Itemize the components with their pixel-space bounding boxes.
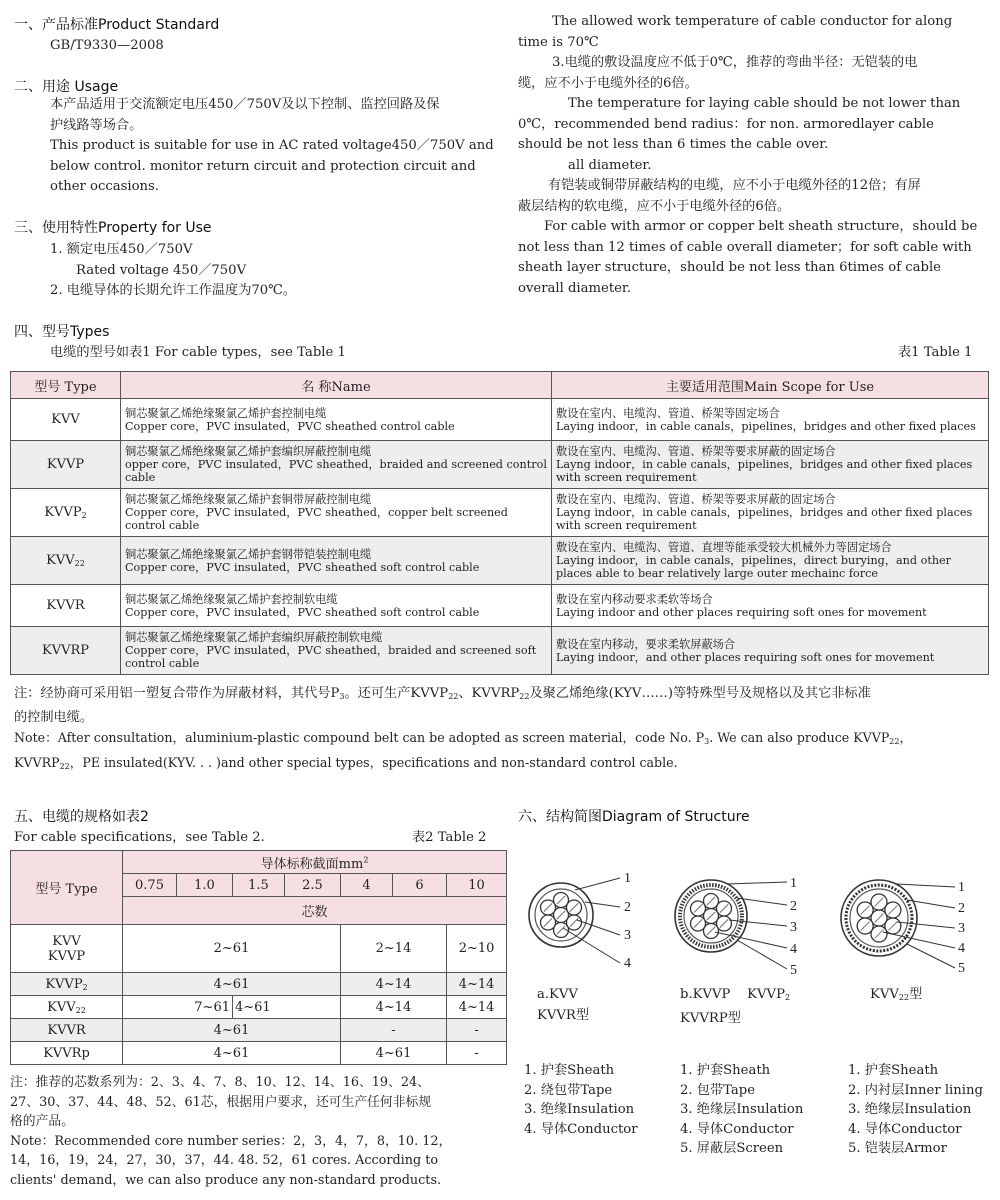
legend-item: 1. 护套Sheath xyxy=(680,1063,771,1078)
name-cn: 铜芯聚氯乙烯绝缘聚氯乙烯护套编织屏蔽控制电缆 xyxy=(125,445,372,458)
type-cell: KVVP xyxy=(44,505,82,520)
usage-text xyxy=(50,95,500,198)
scope-cn: 敷设在室内、电缆沟、管道、桥架等要求屏蔽的固定场合 xyxy=(556,445,836,458)
cores-cell: 4~61 xyxy=(341,1042,447,1065)
usage-en-line: other occasions. xyxy=(50,179,159,194)
property-item-en: Rated voltage 450／750V xyxy=(76,262,247,278)
legend-item: 4. 导体Conductor xyxy=(524,1121,638,1137)
table2-tag: 表2 Table 2 xyxy=(412,830,487,845)
usage-cn-line: 本产品适用于交流额定电压450／750V及以下控制、监控回路及保 xyxy=(50,97,440,112)
num-label: 2 xyxy=(624,900,631,915)
num-label: 4 xyxy=(624,956,631,971)
num-label: 3 xyxy=(790,920,797,935)
type-cell: KVVR xyxy=(11,1019,123,1042)
name-en: Copper core，PVC insulated，PVC sheathed soft control cable xyxy=(125,605,480,619)
type-cell: KVVRp xyxy=(11,1042,123,1065)
type-cell: KVVP xyxy=(47,948,86,964)
legend-item: 3. 绝缘层Insulation xyxy=(848,1102,972,1117)
caption-line: KVV xyxy=(870,987,899,1002)
num-label: 3 xyxy=(624,928,631,943)
scope-cn: 敷设在室内、电缆沟、管道、桥架等固定场合 xyxy=(556,406,780,420)
note-sub: 3 xyxy=(704,737,710,746)
legend-item: 5. 铠装层Armor xyxy=(848,1141,947,1156)
caption-line: 型 xyxy=(909,987,923,1002)
cores-cell: 4~61 xyxy=(123,973,341,996)
name-en: Copper core，PVC insulated，PVC sheathed，braided and screened soft control cable xyxy=(125,644,537,670)
scope-en: Layng indoor，in cable canals，pipelines，bridges and other fixed places with screen requirement xyxy=(556,506,973,532)
types-table xyxy=(10,371,989,675)
legend-item: 2. 内衬层Inner lining xyxy=(848,1082,983,1098)
header-cores: 芯数 xyxy=(123,897,507,925)
name-en: Copper core，PVC insulated，PVC sheathed soft control cable xyxy=(125,560,480,574)
leader-line xyxy=(737,940,787,969)
header-type: 型号 Type xyxy=(11,851,123,925)
type-cell: KVV xyxy=(47,999,76,1015)
header-type: 型号 Type xyxy=(11,372,121,399)
caption-sub: 2 xyxy=(784,993,791,1002)
type-cell: KVV xyxy=(51,412,80,427)
usage-cn-line: 护线路等场合。 xyxy=(50,117,143,133)
laying-en: 0℃，recommended bend radius：for non. armoredlayer cable xyxy=(518,116,934,132)
usage-en-line: below control. monitor return circuit and protection circuit and xyxy=(50,158,476,174)
header-scope: 主要适用范围Main Scope for Use xyxy=(552,372,989,399)
caption-b xyxy=(680,985,790,1029)
note-text: 。还可生产KVVP xyxy=(344,686,449,701)
note-sub: 22 xyxy=(59,761,70,771)
note-sub: 22 xyxy=(519,692,530,701)
scope-cn: 敷设在室内、电缆沟、管道、直埋等能承受较大机械外力等固定场合 xyxy=(556,541,892,554)
num-label: 3 xyxy=(958,921,965,936)
num-label: 5 xyxy=(790,963,797,978)
cores-cell: - xyxy=(341,1019,447,1042)
caption-sub: 22 xyxy=(898,993,910,1002)
leader-line xyxy=(575,878,620,890)
caption-line: KVVR型 xyxy=(537,1007,590,1023)
num-label: 4 xyxy=(790,942,797,957)
num-label: 1 xyxy=(790,876,797,891)
specs-table xyxy=(10,850,507,1065)
size-cell: 2.5 xyxy=(285,874,341,897)
name-en: Copper core，PVC insulated，PVC sheathed，copper belt screened control cable xyxy=(125,506,508,532)
cores-cell: 7~61 xyxy=(123,996,233,1019)
legend-item: 2. 包带Tape xyxy=(680,1082,756,1098)
section-2-title: 二、用途 Usage xyxy=(14,79,119,95)
laying-en: all diameter. xyxy=(568,157,652,173)
type-cell: KVV xyxy=(52,933,81,949)
num-label: 2 xyxy=(790,899,797,914)
diagram-b xyxy=(675,876,797,978)
leader-line xyxy=(907,944,955,968)
size-cell: 1.0 xyxy=(177,874,233,897)
laying-en: The temperature for laying cable should be not lower than xyxy=(568,96,961,111)
name-cn: 铜芯聚氯乙烯绝缘聚氯乙烯护套钢带铠装控制电缆 xyxy=(125,547,372,561)
note-sub: 3 xyxy=(339,692,345,701)
note-text: 的控制电缆。 xyxy=(14,709,94,725)
caption-line: b.KVVP KVVP xyxy=(680,987,785,1002)
legend-item: 3. 绝缘Insulation xyxy=(524,1102,635,1117)
armor-cn: 有铠装或铜带屏蔽结构的电缆，应不小于电缆外径的12倍；有屏 xyxy=(548,178,921,193)
type-subscript: 2 xyxy=(82,982,88,992)
laying-en: should be not less than 6 times the cable over. xyxy=(518,137,829,152)
legend-c xyxy=(848,1061,983,1159)
header-area: 导体标称截面mm xyxy=(260,856,364,872)
specs-intro: For cable specifications，see Table 2. xyxy=(14,830,265,845)
armor-en: sheath layer structure，should be not less than 6times of cable xyxy=(518,260,941,275)
cores-cell: 4~14 xyxy=(341,996,447,1019)
temp-text: time is 70℃ xyxy=(518,34,599,50)
cores-cell: 4~61 xyxy=(233,996,341,1019)
name-en: opper core，PVC insulated，PVC sheathed，braided and screened control cable xyxy=(125,458,547,484)
num-label: 1 xyxy=(624,871,631,886)
laying-cn: 3.电缆的敷设温度应不低于0℃，推荐的弯曲半径：无铠装的电 xyxy=(552,55,918,70)
diagram-c xyxy=(841,880,965,976)
name-cn: 铜芯聚氯乙烯绝缘聚氯乙烯护套控制软电缆 xyxy=(125,592,338,606)
cores-cell: 4~61 xyxy=(123,1042,341,1065)
legend-item: 2. 绕包带Tape xyxy=(524,1082,613,1098)
table1-tag: 表1 Table 1 xyxy=(898,345,973,360)
scope-en: Laying indoor and other places requiring soft ones for movement xyxy=(556,605,927,619)
cores-cell: 2~14 xyxy=(341,925,447,973)
type-cell: KVVP xyxy=(45,976,83,992)
note-sub: 22 xyxy=(889,737,900,746)
leader-line xyxy=(897,884,955,887)
note-text: 14，16，19，24，27，30，37，44. 48. 52，61 cores. According to xyxy=(10,1153,439,1168)
property-item: 1. 额定电压450／750V xyxy=(50,242,193,257)
note-text: . We can also produce KVVP xyxy=(709,730,890,745)
legend-item: 4. 导体Conductor xyxy=(848,1121,962,1137)
name-cn: 铜芯聚氯乙烯绝缘聚氯乙烯护套铜带屏蔽控制电缆 xyxy=(125,493,372,506)
header-area-sup: 2 xyxy=(363,855,369,865)
note-text: Note：After consultation，aluminium-plastic compound belt can be adopted as screen material，code No. P xyxy=(14,730,705,745)
num-label: 5 xyxy=(958,961,965,976)
caption-line: a.KVV xyxy=(537,987,578,1002)
standard-code: GB/T9330—2008 xyxy=(50,38,164,53)
note-text: clients' demand，we can also produce any non-standard products. xyxy=(10,1172,442,1188)
cores-cell: 4~14 xyxy=(447,996,507,1019)
cores-cell: - xyxy=(447,1019,507,1042)
scope-en: Laying indoor，in cable canals，pipelines，direct burying，and other places able to bear relatively large outer mechainc force xyxy=(556,554,952,580)
property-item: 2. 电缆导体的长期允许工作温度为70℃。 xyxy=(50,283,297,298)
name-cn: 铜芯聚氯乙烯绝缘聚氯乙烯护套编织屏蔽控制软电缆 xyxy=(125,631,383,644)
usage-en-line: This product is suitable for use in AC rated voltage450／750V and xyxy=(50,138,494,153)
armor-en: not less than 12 times of cable overall diameter；for soft cable with xyxy=(518,239,972,255)
num-label: 4 xyxy=(958,941,965,956)
note-text: ， xyxy=(899,730,913,745)
name-cn: 铜芯聚氯乙烯绝缘聚氯乙烯护套控制电缆 xyxy=(125,406,327,420)
scope-cn: 敷设在室内移动，要求柔软屏蔽场合 xyxy=(556,637,736,651)
armor-en: For cable with armor or copper belt sheath structure，should be xyxy=(544,219,978,234)
note-text: 及聚乙烯绝缘(KYV……)等特殊型号及规格以及其它非标准 xyxy=(529,686,871,701)
note-text: KVVRP xyxy=(14,754,60,770)
note-sub: 22 xyxy=(448,692,459,701)
size-cell: 1.5 xyxy=(233,874,285,897)
note-text: 注：推荐的芯数系列为：2、3、4、7、8、10、12、14、16、19、24、 xyxy=(10,1075,430,1090)
num-label: 2 xyxy=(958,901,965,916)
size-cell: 10 xyxy=(447,874,507,897)
type-cell: KVV xyxy=(46,553,75,568)
legend-item: 3. 绝缘层Insulation xyxy=(680,1102,804,1117)
armor-en: overall diameter. xyxy=(518,280,631,296)
structure-diagrams xyxy=(515,860,995,980)
cores-cell: 2~10 xyxy=(447,925,507,973)
scope-en: Laying indoor，and other places requiring soft ones for movement xyxy=(556,650,935,664)
type-cell: KVVRP xyxy=(41,643,90,658)
size-cell: 4 xyxy=(341,874,393,897)
section-4-title: 四、型号Types xyxy=(14,324,110,340)
cores-cell: 4~14 xyxy=(341,973,447,996)
note-text: 注：经协商可采用铝一塑复合带作为屏蔽材料，其代号P xyxy=(14,686,340,701)
legend-item: 5. 屏蔽层Screen xyxy=(680,1141,784,1156)
types-intro: 电缆的型号如表1 For cable types，see Table 1 xyxy=(50,345,346,360)
legend-item: 4. 导体Conductor xyxy=(680,1121,794,1137)
leader-line xyxy=(727,882,787,884)
right-column-text xyxy=(518,12,988,299)
num-label: 1 xyxy=(958,880,965,895)
legend-b xyxy=(680,1061,803,1159)
section-6-title: 六、结构简图Diagram of Structure xyxy=(518,809,750,825)
caption-line: KVVRP型 xyxy=(680,1010,741,1026)
legend-a xyxy=(524,1061,638,1139)
note-text: Note：Recommended core number series：2，3，4，7，8，10. 12， xyxy=(10,1133,452,1149)
note-text: 27、30、37、44、48、52、61芯，根据用户要求，还可生产任何非标规 xyxy=(10,1094,432,1110)
caption-a xyxy=(537,985,589,1026)
size-cell: 0.75 xyxy=(123,874,177,897)
section-5-title: 五、电缆的规格如表2 xyxy=(14,809,149,825)
section-1-title: 一、产品标准Product Standard xyxy=(14,17,220,33)
type-subscript: 2 xyxy=(81,511,87,520)
type-cell: KVVP xyxy=(46,457,85,472)
scope-cn: 敷设在室内移动要求柔软等场合 xyxy=(556,592,713,606)
note-2 xyxy=(10,1073,510,1190)
temp-text: The allowed work temperature of cable conductor for along xyxy=(552,14,953,29)
cores-cell: - xyxy=(447,1042,507,1065)
type-subscript: 22 xyxy=(74,559,85,568)
cores-cell: 2~61 xyxy=(123,925,341,973)
caption-c xyxy=(870,985,922,1009)
scope-en: Laying indoor，in cable canals，pipelines，bridges and other fixed places xyxy=(556,419,976,433)
note-text: 格的产品。 xyxy=(10,1114,74,1129)
header-name: 名 称Name xyxy=(121,372,552,399)
note-text: 、KVVRP xyxy=(458,686,520,701)
note-text: ，PE insulated(KYV. . . )and other special types，specifications and non-standard control cable. xyxy=(69,754,678,770)
legend-item: 1. 护套Sheath xyxy=(524,1063,615,1078)
type-cell: KVVR xyxy=(46,598,85,613)
scope-en: Layng indoor，in cable canals，pipelines，bridges and other fixed places with screen requirement xyxy=(556,458,973,484)
name-en: Copper core，PVC insulated，PVC sheathed control cable xyxy=(125,419,455,433)
scope-cn: 敷设在室内、电缆沟、管道、桥架等要求屏蔽的固定场合 xyxy=(556,493,836,506)
laying-cn: 缆，应不小于电缆外径的6倍。 xyxy=(518,75,698,91)
note-1 xyxy=(14,684,994,777)
section-3-title: 三、使用特性Property for Use xyxy=(14,220,212,236)
cores-cell: 4~61 xyxy=(123,1019,341,1042)
property-list xyxy=(50,240,296,302)
diagram-a xyxy=(529,871,631,971)
type-subscript: 22 xyxy=(75,1005,86,1015)
legend-item: 1. 护套Sheath xyxy=(848,1063,939,1078)
cores-cell: 4~14 xyxy=(447,973,507,996)
armor-cn: 蔽层结构的软电缆，应不小于电缆外径的6倍。 xyxy=(518,198,791,214)
size-cell: 6 xyxy=(393,874,447,897)
